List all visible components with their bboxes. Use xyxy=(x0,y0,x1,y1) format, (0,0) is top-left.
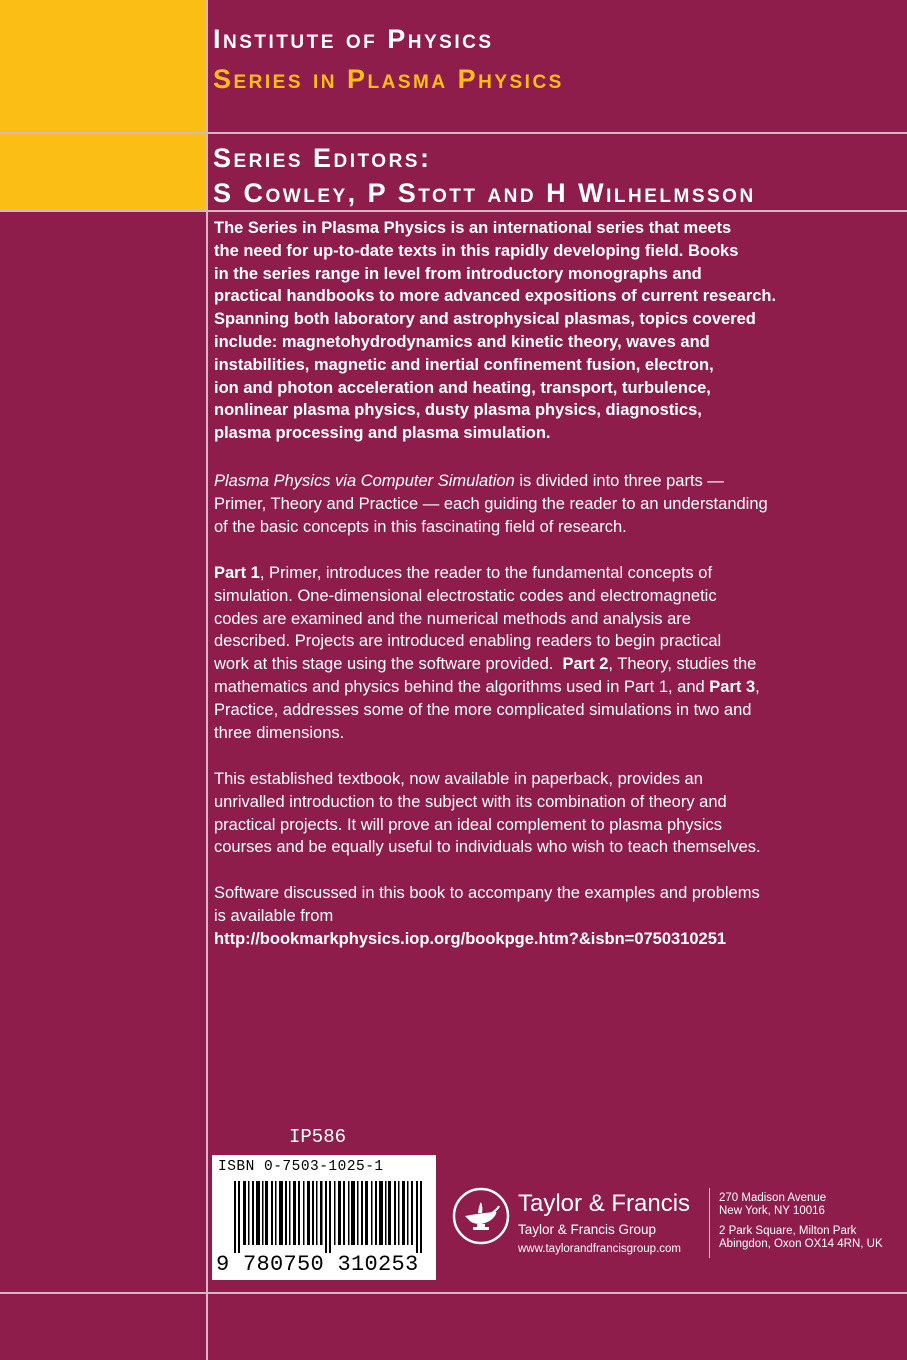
part2-label: Part 2 xyxy=(562,655,609,674)
paperback-line: practical projects. It will prove an ideal complement to plasma physics xyxy=(214,815,723,834)
software-url-link[interactable]: http://bookmarkphysics.iop.org/bookpge.htm?&isbn=0750310251 xyxy=(214,929,727,948)
isbn-barcode xyxy=(212,1155,436,1280)
vertical-rule xyxy=(206,0,208,1360)
summary-line: of the basic concepts in this fascinating field of research. xyxy=(214,517,627,536)
horizontal-rule-bottom xyxy=(0,1292,907,1294)
part1-label: Part 1 xyxy=(214,564,260,582)
address-us xyxy=(719,1192,826,1218)
address-line: New York, NY 10016 xyxy=(719,1205,825,1217)
summary-line: Primer, Theory and Practice — each guiding the reader to an understanding xyxy=(214,494,768,513)
parts-line: Practice, addresses some of the more complicated simulations in two and xyxy=(214,700,752,719)
intro-line: instabilities, magnetic and inertial confinement fusion, electron, xyxy=(214,355,714,374)
parts-text: work at this stage using the software provided. xyxy=(214,655,563,674)
intro-line: plasma processing and plasma simulation. xyxy=(214,424,551,443)
series-editors-names: S Cowley, P Stott and H Wilhelmsson xyxy=(213,178,756,208)
publisher-website[interactable]: www.taylorandfrancisgroup.com xyxy=(518,1243,681,1255)
horizontal-rule-top xyxy=(0,132,907,134)
series-editors-title: Series Editors: xyxy=(213,143,432,173)
barcode-digits: 9 780750 310253 xyxy=(216,1252,419,1277)
summary-text: is divided into three parts — xyxy=(514,472,724,490)
publisher-divider xyxy=(709,1188,710,1258)
parts-line xyxy=(214,562,794,585)
horizontal-rule-editors xyxy=(0,210,907,212)
intro-line: nonlinear plasma physics, dusty plasma physics, diagnostics, xyxy=(214,401,702,420)
series-publisher: Institute of Physics xyxy=(213,24,494,54)
part3-label: Part 3 xyxy=(709,677,756,696)
parts-line: three dimensions. xyxy=(214,723,345,742)
intro-line: ion and photon acceleration and heating, transport, turbulence, xyxy=(214,378,711,397)
software-paragraph xyxy=(214,882,794,950)
publisher-group: Taylor & Francis Group xyxy=(518,1222,657,1237)
catalog-code: IP586 xyxy=(289,1126,347,1148)
address-uk xyxy=(719,1225,883,1251)
intro-line: include: magnetohydrodynamics and kinetic theory, waves and xyxy=(214,332,710,351)
paperback-paragraph xyxy=(214,768,794,859)
barcode-bars xyxy=(234,1181,424,1253)
publisher-name: Taylor & Francis xyxy=(518,1190,691,1217)
series-intro-paragraph xyxy=(214,217,794,445)
intro-line: Spanning both laboratory and astrophysical plasmas, topics covered xyxy=(214,310,756,329)
software-line: is available from xyxy=(214,906,334,925)
paperback-line: unrivalled introduction to the subject with its combination of theory and xyxy=(214,792,727,811)
paperback-line: This established textbook, now available in paperback, provides an xyxy=(214,770,703,788)
parts-text: , Theory, studies the xyxy=(608,655,757,674)
parts-line: simulation. One-dimensional electrostatic codes and electromagnetic xyxy=(214,586,717,605)
taylor-francis-lamp-logo xyxy=(452,1187,510,1245)
parts-line: described. Projects are introduced enabling readers to begin practical xyxy=(214,632,722,651)
intro-line: in the series range in level from introductory monographs and xyxy=(214,264,702,283)
intro-line: practical handbooks to more advanced expositions of current research. xyxy=(214,287,777,306)
address-line: Abingdon, Oxon OX14 4RN, UK xyxy=(719,1238,883,1250)
parts-text: , xyxy=(755,677,760,696)
series-name: Series in Plasma Physics xyxy=(213,64,564,94)
book-summary-paragraph xyxy=(214,470,794,538)
summary-line xyxy=(214,470,794,493)
address-line: 2 Park Square, Milton Park xyxy=(719,1225,857,1237)
address-line: 270 Madison Avenue xyxy=(719,1192,827,1204)
book-title: Plasma Physics via Computer Simulation xyxy=(214,472,515,490)
software-line: Software discussed in this book to accompany the examples and problems xyxy=(214,884,760,902)
isbn-label: ISBN 0-7503-1025-1 xyxy=(218,1159,384,1175)
parts-line xyxy=(214,676,794,699)
parts-line: codes are examined and the numerical methods and analysis are xyxy=(214,609,691,628)
yellow-corner-block xyxy=(0,0,206,210)
parts-line xyxy=(214,653,794,676)
parts-text: , Primer, introduces the reader to the fundamental concepts of xyxy=(259,564,713,582)
paperback-line: courses and be equally useful to individuals who wish to teach themselves. xyxy=(214,838,761,857)
intro-line: The Series in Plasma Physics is an international series that meets xyxy=(214,219,732,237)
book-parts-paragraph xyxy=(214,562,794,744)
intro-line: the need for up-to-date texts in this rapidly developing field. Books xyxy=(214,241,739,260)
parts-text: mathematics and physics behind the algorithms used in Part 1, and xyxy=(214,677,710,696)
